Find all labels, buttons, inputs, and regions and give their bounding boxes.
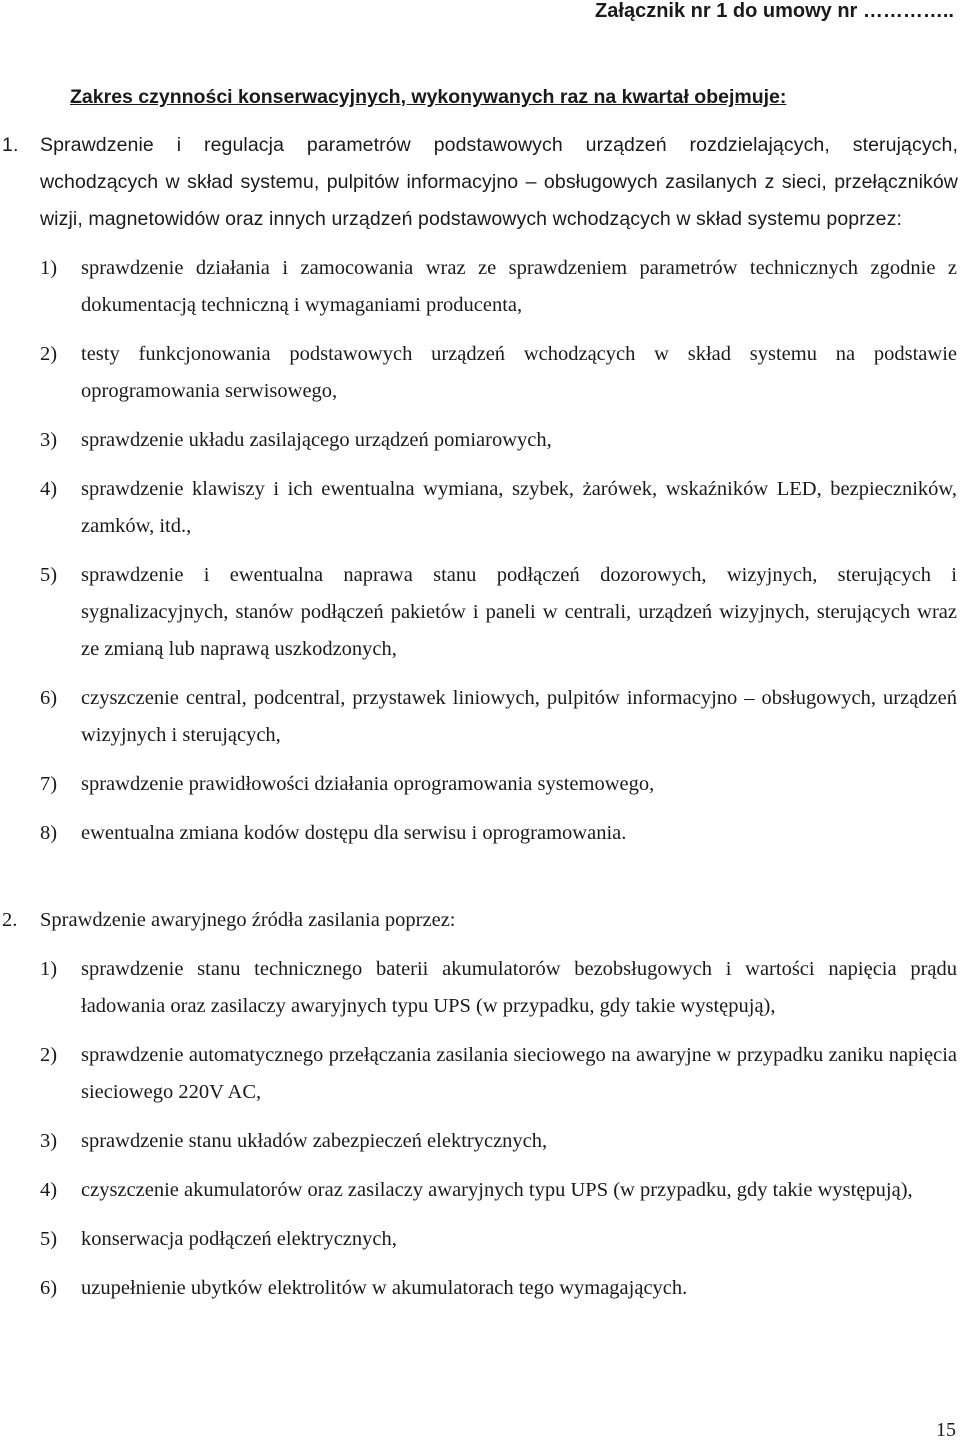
list-item [0,1123,957,1160]
item-text: uzupełnienie ubytków elektrolitów w akumulatorach tego wymagających. [81,1277,688,1299]
section-number: 2. [2,909,18,931]
section-2 [0,902,958,1307]
item-number: 8) [40,822,58,844]
item-number: 6) [40,1277,58,1299]
item-number: 6) [40,687,58,709]
section-title-text: Sprawdzenie awaryjnego źródła zasilania poprzez: [40,909,456,931]
page-number: 15 [936,1419,956,1441]
item-number: 1) [40,257,58,279]
list-item [0,1270,957,1307]
item-number: 7) [40,773,58,795]
item-text: czyszczenie central, podcentral, przystawek liniowych, pulpitów informacyjno – obsługowych, urządzeń wizyjnych i sterujących, [81,687,957,746]
item-text: sprawdzenie automatycznego przełączania zasilania sieciowego na awaryjne w przypadku zaniku napięcia sieciowego 220V AC, [81,1044,957,1103]
item-text: sprawdzenie klawiszy i ich ewentualna wymiana, szybek, żarówek, wskaźników LED, bezpieczników, zamków, itd., [81,478,957,537]
section-title-text: Sprawdzenie i regulacja parametrów podstawowych urządzeń rozdzielających, sterujących, wchodzących w skład systemu, pulpitów informacyjno – obsługowych zasilanych z sieci, przełączników wizji, magnetowidów oraz innych urządzeń podstawowych wchodzących w skład systemu poprzez: [40,134,958,230]
list-item [0,1172,957,1209]
attachment-label: Załącznik nr 1 do umowy nr ………….. [595,0,954,22]
item-text: testy funkcjonowania podstawowych urządzeń wchodzących w skład systemu na podstawie oprogramowania serwisowego, [81,343,957,402]
list-item [0,557,957,668]
item-number: 4) [40,1179,58,1201]
item-text: sprawdzenie i ewentualna naprawa stanu podłączeń dozorowych, wizyjnych, sterujących i sygnalizacyjnych, stanów podłączeń pakietów i paneli w centrali, urządzeń wizyjnych, sterujących wraz ze zmianą lub naprawą uszkodzonych, [81,564,957,660]
section-number: 1. [2,134,19,156]
list-item [0,1221,957,1258]
item-text: ewentualna zmiana kodów dostępu dla serwisu i oprogramowania. [81,822,627,844]
item-text: sprawdzenie działania i zamocowania wraz ze sprawdzeniem parametrów technicznych zgodnie z dokumentacją techniczną i wymaganiami producenta, [81,257,957,316]
item-number: 2) [40,1044,58,1066]
list-item [0,471,957,545]
list-item [0,951,957,1025]
list-item [0,680,957,754]
item-text: konserwacja podłączeń elektrycznych, [81,1228,397,1250]
scope-heading: Zakres czynności konserwacyjnych, wykonywanych raz na kwartał obejmuje: [70,86,787,108]
item-number: 2) [40,343,58,365]
section-title [0,902,958,939]
item-number: 1) [40,958,58,980]
list-item [0,766,957,803]
section-1 [0,127,958,852]
item-number: 3) [40,429,58,451]
section-2-items [0,951,958,1307]
list-item [0,250,957,324]
item-text: czyszczenie akumulatorów oraz zasilaczy awaryjnych typu UPS (w przypadku, gdy takie występują), [81,1179,913,1201]
section-title [0,127,958,238]
list-item [0,1037,957,1111]
item-number: 5) [40,564,58,586]
item-number: 3) [40,1130,58,1152]
item-text: sprawdzenie prawidłowości działania oprogramowania systemowego, [81,773,655,795]
section-1-items [0,250,958,852]
list-item [0,422,957,459]
item-text: sprawdzenie układu zasilającego urządzeń pomiarowych, [81,429,552,451]
item-number: 4) [40,478,58,500]
item-text: sprawdzenie stanu układów zabezpieczeń elektrycznych, [81,1130,548,1152]
list-item [0,815,957,852]
item-number: 5) [40,1228,58,1250]
list-item [0,336,957,410]
item-text: sprawdzenie stanu technicznego baterii akumulatorów bezobsługowych i wartości napięcia prądu ładowania oraz zasilaczy awaryjnych typu UPS (w przypadku, gdy takie występują), [81,958,957,1017]
